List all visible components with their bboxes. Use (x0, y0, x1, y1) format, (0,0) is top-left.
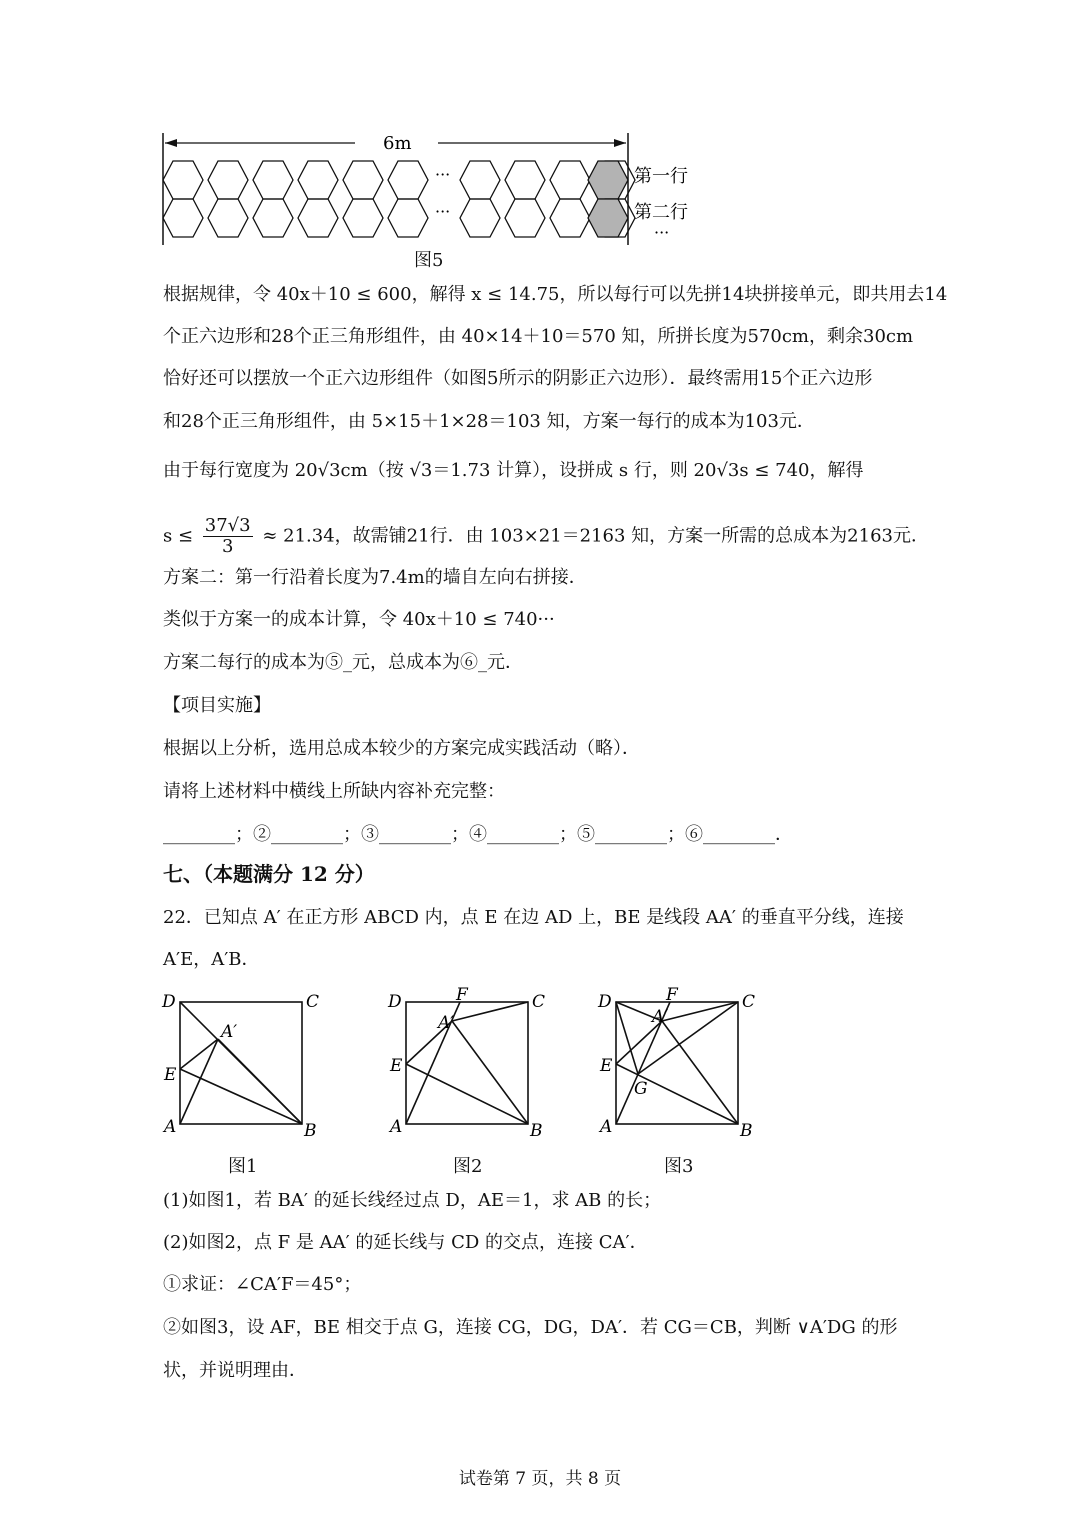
hexagon (505, 161, 545, 199)
fig1-label-A-prime: A′ (221, 1022, 238, 1042)
hexagon (550, 161, 590, 199)
fig3-label-D: D (598, 992, 612, 1012)
hexagon (343, 161, 383, 199)
fig1-label-E: E (164, 1065, 177, 1085)
question-2-part-1: ①求证：∠CA′F＝45°； (163, 1274, 362, 1295)
fig2-label-E: E (390, 1056, 403, 1076)
hexagon (550, 199, 590, 237)
fig3-label-C: C (742, 992, 756, 1012)
strip-ellipsis-2: ··· (435, 202, 451, 221)
paragraph-4: 和28个正三角形组件，由 5×15＋1×28＝103 知，方案一每行的成本为103元． (163, 411, 815, 432)
fig1-label-B: B (304, 1121, 317, 1141)
fig1-label-A: A (164, 1117, 177, 1137)
shaded-hexagon (588, 161, 628, 199)
fig3-label-E: E (600, 1056, 613, 1076)
paragraph-6 (163, 516, 929, 557)
fig2-label-A: A (390, 1117, 403, 1137)
problem-22-stem-2: A′E，A′B． (163, 949, 260, 970)
fig1-label-C: C (306, 992, 320, 1012)
hexagon (163, 161, 203, 199)
question-2: (2)如图2，点 F 是 AA′ 的延长线与 CD 的交点，连接 CA′． (163, 1232, 648, 1253)
fraction (203, 516, 253, 557)
hexagon (388, 199, 428, 237)
fig3-label-A: A (600, 1117, 613, 1137)
fig3-label-A-prime: A′ (652, 1007, 669, 1027)
hexagon (505, 199, 545, 237)
fig3-label-B: B (740, 1121, 753, 1141)
width-label: 6m (383, 133, 412, 154)
hexagon (253, 161, 293, 199)
fig3-label-F: F (666, 985, 678, 1005)
paragraph-7: 方案二：第一行沿着长度为7.4m的墙自左向右拼接． (163, 567, 587, 588)
row2-label: 第二行 (634, 202, 688, 223)
question-2-part-2-line-2: 状，并说明理由． (163, 1360, 307, 1381)
paragraph-2: 个正六边形和28个正三角形组件，由 40×14＋10＝570 知，所拼长度为570cm，剩余30cm (163, 326, 914, 347)
paragraph-12: 请将上述材料中横线上所缺内容补充完整： (163, 781, 505, 802)
paragraph-6-rest: ≈ 21.34，故需铺21行．由 103×21＝2163 知，方案一所需的总成本为2163元． (262, 525, 929, 547)
fraction-numerator: 37√3 (204, 515, 251, 536)
row1-label: 第一行 (634, 166, 688, 187)
figure-1-lines (180, 1002, 302, 1124)
hexagon-strip (163, 161, 635, 237)
fig2-label-C: C (532, 992, 546, 1012)
problem-22-stem-1: 22．已知点 A′ 在正方形 ABCD 内，点 E 在边 AD 上，BE 是线段 AA′ 的垂直平分线，连接 (163, 907, 904, 928)
paragraph-5: 由于每行宽度为 20√3cm（按 √3＝1.73 计算），设拼成 s 行，则 20√3s ≤ 740，解得 (163, 460, 864, 481)
fig2-label-A-prime: A′ (438, 1013, 455, 1033)
hexagon (208, 199, 248, 237)
fig1-label-D: D (162, 992, 176, 1012)
hexagon (343, 199, 383, 237)
fig3-label-G: G (634, 1079, 648, 1099)
figure-2-caption: 图2 (453, 1156, 483, 1177)
fig2-label-B: B (530, 1121, 543, 1141)
fraction-denominator: 3 (221, 536, 234, 557)
strip-ellipsis-1: ··· (435, 165, 451, 184)
hexagon (460, 199, 500, 237)
paragraph-9: 方案二每行的成本为⑤_元，总成本为⑥_元． (163, 652, 523, 673)
paragraph-1: 根据规律，令 40x＋10 ≤ 600，解得 x ≤ 14.75，所以每行可以先拼14块拼接单元，即共用去14 (163, 284, 948, 305)
paragraph-10: 【项目实施】 (163, 695, 271, 716)
paragraph-11: 根据以上分析，选用总成本较少的方案完成实践活动（略）． (163, 738, 640, 759)
figure-3-caption: 图3 (664, 1156, 694, 1177)
hexagon (460, 161, 500, 199)
hexagon (388, 161, 428, 199)
more-rows: ··· (654, 223, 670, 242)
geometry-figures (150, 985, 770, 1150)
paragraph-8: 类似于方案一的成本计算，令 40x＋10 ≤ 740··· (163, 609, 555, 630)
shaded-hexagon (588, 199, 628, 237)
hexagon (253, 199, 293, 237)
paragraph-3: 恰好还可以摆放一个正六边形组件（如图5所示的阴影正六边形）．最终需用15个正六边形 (163, 368, 873, 389)
hexagon (208, 161, 248, 199)
hexagon (298, 161, 338, 199)
answer-blanks: ________；②________；③________；④________；⑤________；⑥________． (163, 824, 793, 845)
hexagon (298, 199, 338, 237)
figure-5-caption: 图5 (414, 250, 444, 271)
section-7-heading: 七、（本题满分 12 分） (163, 862, 375, 886)
page-footer: 试卷第 7 页，共 8 页 (458, 1469, 622, 1489)
figure-2-lines (406, 1002, 528, 1124)
figure-3-lines (616, 1002, 738, 1124)
hexagon (163, 199, 203, 237)
question-1: (1)如图1，若 BA′ 的延长线经过点 D，AE＝1，求 AB 的长； (163, 1190, 662, 1211)
fig2-label-F: F (456, 985, 468, 1005)
fig2-label-D: D (388, 992, 402, 1012)
figure-1-caption: 图1 (228, 1156, 258, 1177)
s-leq: s ≤ (163, 525, 194, 547)
question-2-part-2-line-1: ②如图3，设 AF，BE 相交于点 G，连接 CG，DG，DA′．若 CG＝CB，判断 ∨A′DG 的形 (163, 1317, 898, 1338)
